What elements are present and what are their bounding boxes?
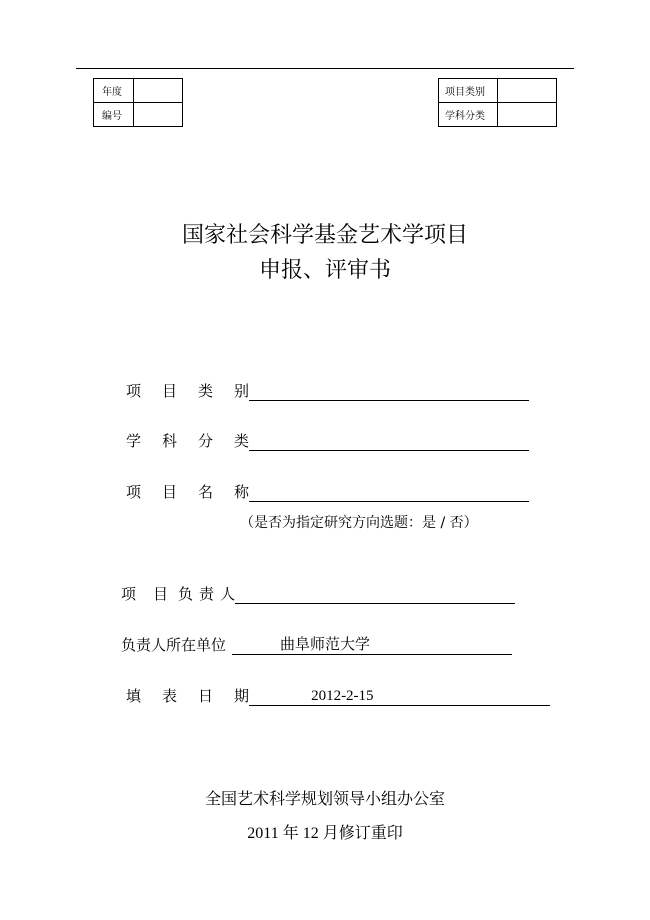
project-name-input[interactable] (249, 483, 529, 502)
discipline-value[interactable] (498, 103, 557, 127)
field-label: 填 表 日 期 (126, 687, 250, 705)
field-discipline (126, 430, 529, 451)
field-leader-unit (121, 634, 512, 655)
field-label: 学 科 分 类 (126, 432, 250, 450)
page-title: 国家社会科学基金艺术学项目 (181, 223, 468, 248)
discipline-label: 学科分类 (439, 103, 498, 127)
discipline-input[interactable] (249, 432, 529, 451)
field-label: 项 目 类 别 (126, 382, 250, 400)
leader-unit-input[interactable]: 曲阜师范大学 (232, 636, 512, 655)
field-project-name (126, 481, 529, 502)
designated-direction-note: （是否为指定研究方向选题：是 / 否） (240, 515, 478, 531)
year-label: 年度 (94, 79, 134, 103)
year-value[interactable] (134, 79, 183, 103)
field-project-category (126, 380, 529, 401)
page-subtitle: 申报、评审书 (258, 258, 391, 283)
category-discipline-box (438, 78, 557, 127)
number-label: 编号 (94, 103, 134, 127)
issuing-office: 全国艺术科学规划领导小组办公室 (204, 789, 445, 808)
project-category-input[interactable] (249, 382, 529, 401)
project-category-value[interactable] (498, 79, 557, 103)
project-leader-input[interactable] (235, 585, 515, 604)
top-rule (76, 68, 574, 69)
field-label: 项 目 名 称 (126, 483, 250, 501)
field-fill-date (126, 685, 550, 706)
field-label: 项 目 负 责 人 (121, 585, 236, 603)
field-label: 负责人所在单位 (121, 636, 227, 654)
number-value[interactable] (134, 103, 183, 127)
fill-date-input[interactable]: 2012-2-15 (249, 687, 550, 706)
year-number-box (93, 78, 183, 127)
field-project-leader (121, 583, 515, 604)
reprint-date: 2011 年 12 月修订重印 (247, 825, 403, 842)
project-category-label: 项目类别 (439, 79, 498, 103)
